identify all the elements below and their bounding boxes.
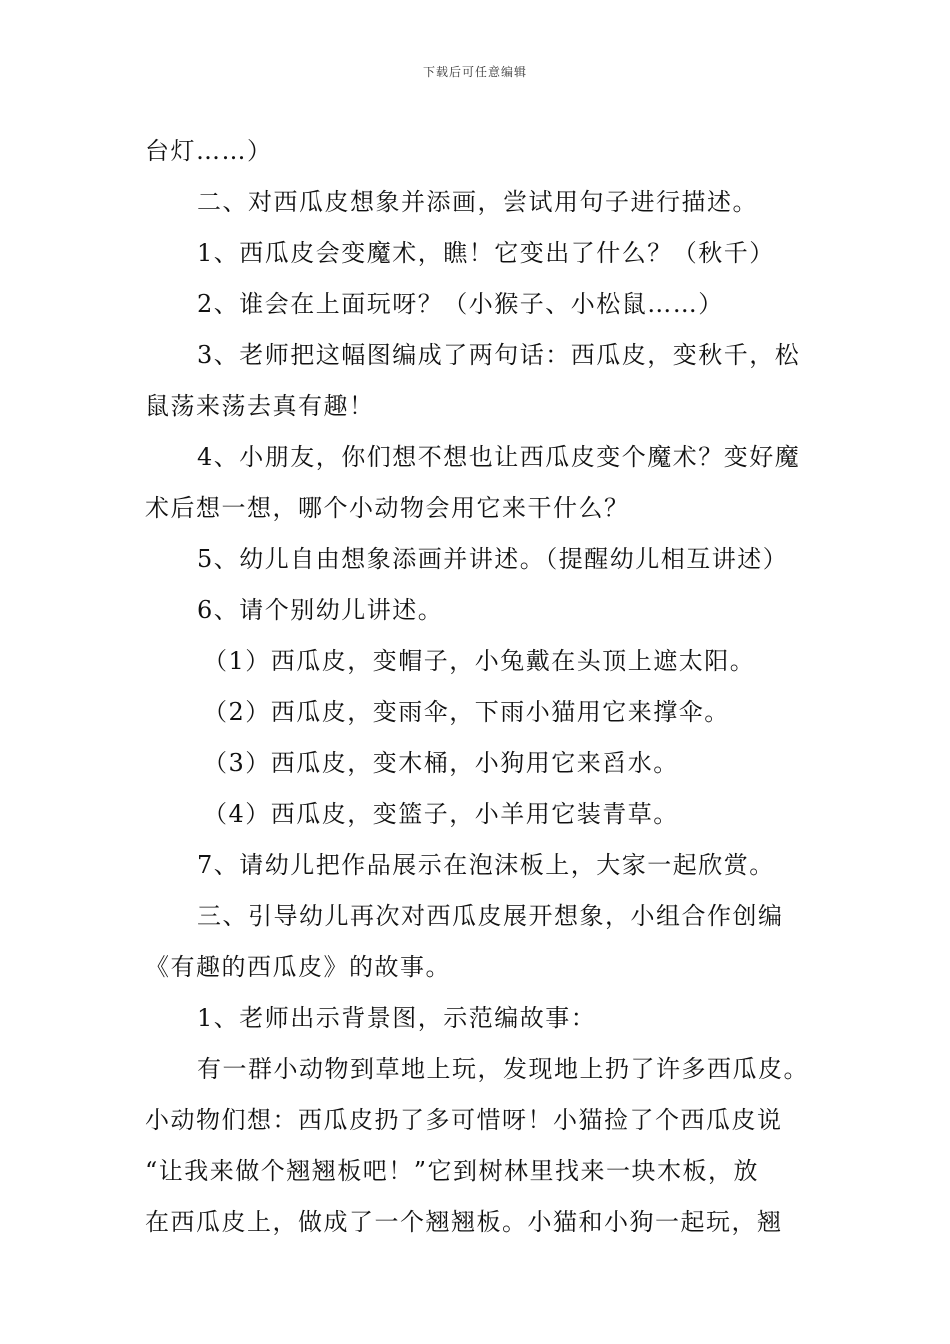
text-line: 在西瓜皮上，做成了一个翘翘板。小猫和小狗一起玩，翘 — [145, 1208, 783, 1236]
text-line: 小动物们想：西瓜皮扔了多可惜呀！小猫捡了个西瓜皮说 — [145, 1106, 783, 1134]
section-heading: 三、引导幼儿再次对西瓜皮展开想象，小组合作创编 — [197, 902, 784, 930]
section-heading: 二、对西瓜皮想象并添画，尝试用句子进行描述。 — [197, 188, 758, 216]
text-line: 台灯……） — [145, 137, 273, 165]
text-line: （1）西瓜皮，变帽子，小兔戴在头顶上遮太阳。 — [203, 647, 756, 675]
text-line: 2、谁会在上面玩呀？（小猴子、小松鼠……） — [197, 290, 724, 318]
text-line: （3）西瓜皮，变木桶，小狗用它来舀水。 — [203, 749, 679, 777]
text-line: （2）西瓜皮，变雨伞，下雨小猫用它来撑伞。 — [203, 698, 730, 726]
text-line: 3、老师把这幅图编成了两句话：西瓜皮，变秋千，松 — [197, 341, 801, 369]
download-note: 下载后可任意编辑 — [422, 65, 527, 79]
text-line: 5、幼儿自由想象添画并讲述。（提醒幼儿相互讲述） — [197, 545, 789, 573]
text-line: 1、西瓜皮会变魔术，瞧！它变出了什么？（秋千） — [197, 239, 775, 267]
text-line: 4、小朋友，你们想不想也让西瓜皮变个魔术？变好魔 — [197, 443, 801, 471]
text-line: “让我来做个翘翘板吧！”它到树林里找来一块木板，放 — [145, 1157, 760, 1185]
text-line: 6、请个别幼儿讲述。 — [197, 596, 444, 624]
document-body — [145, 126, 815, 1248]
text-line: 1、老师出示背景图，示范编故事： — [197, 1004, 597, 1032]
text-line: （4）西瓜皮，变篮子，小羊用它装青草。 — [203, 800, 679, 828]
text-line: 术后想一想，哪个小动物会用它来干什么？ — [145, 494, 630, 522]
text-line: 鼠荡来荡去真有趣！ — [145, 392, 375, 420]
text-line: 《有趣的西瓜皮》的故事。 — [145, 953, 451, 981]
text-line: 有一群小动物到草地上玩，发现地上扔了许多西瓜皮。 — [197, 1055, 809, 1083]
text-line: 7、请幼儿把作品展示在泡沫板上，大家一起欣赏。 — [197, 851, 775, 879]
